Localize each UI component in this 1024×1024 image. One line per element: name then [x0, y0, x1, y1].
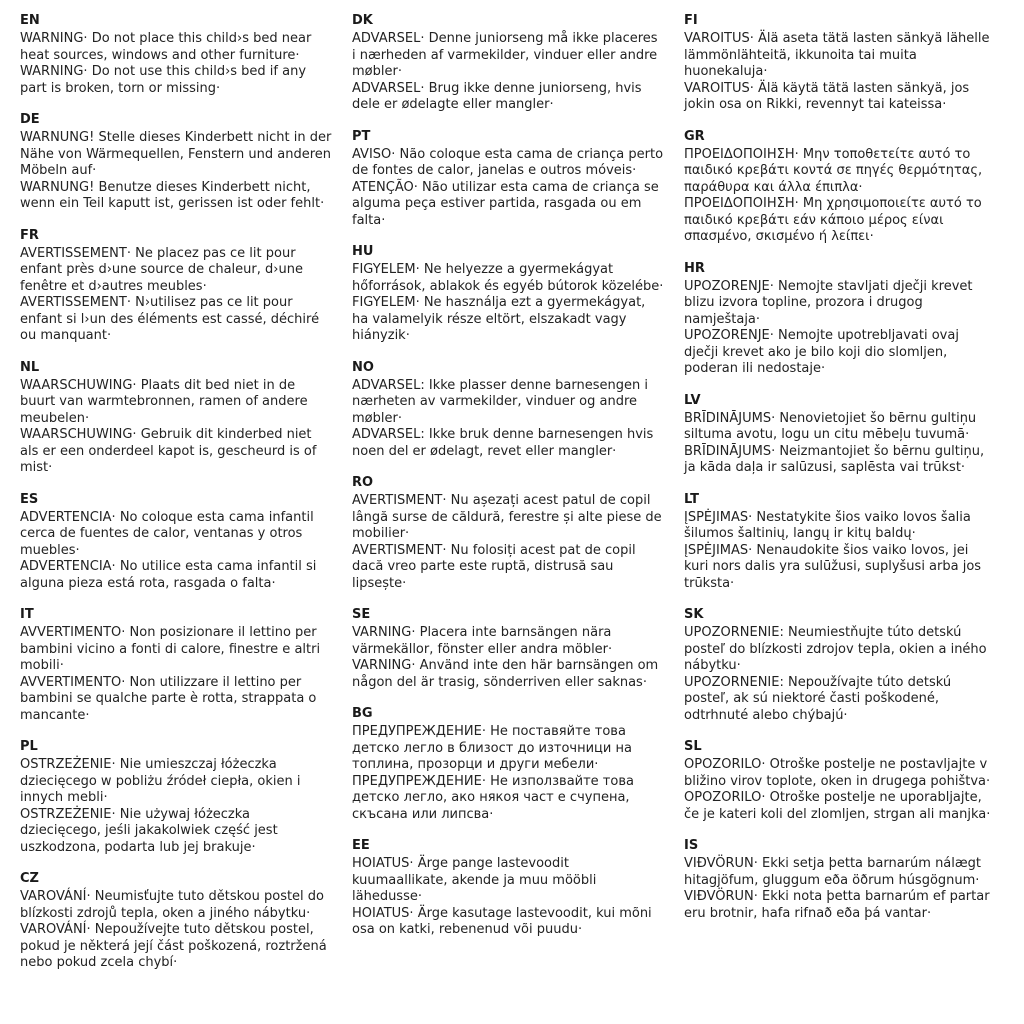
column-middle — [352, 12, 664, 1016]
lang-section-sk — [684, 606, 996, 724]
warning-paragraph: WAARSCHUWING· Plaats dit bed niet in de buurt van warmtebronnen, ramen of andere meubelen· — [20, 377, 308, 426]
warning-paragraph: VAROVÁNÍ· Neumisťujte tuto dětskou postel do blízkosti zdrojů tepla, oken a jiného nábytku· — [20, 889, 325, 921]
warning-paragraph: OSTRZEŻENIE· Nie używaj łóżeczka dziecięcego, jeśli jakakolwiek część jest uszkodzona, podarta lub jej brakuje· — [20, 806, 278, 855]
warning-paragraph: VIÐVÖRUN· Ekki nota þetta barnarúm ef partar eru brotnir, hafa rifnað eða þá vantar· — [684, 889, 990, 921]
lang-code: GR — [684, 128, 705, 144]
lang-code: EN — [20, 13, 40, 28]
warning-paragraph: AVERTISMENT· Nu așezați acest patul de copil lângă surse de căldură, ferestre și alte piese de mobilier· — [352, 493, 662, 541]
lang-section-is — [684, 837, 996, 922]
warning-paragraph: ΠΡΟΕΙΔΟΠΟΙΗΣΗ· Μη χρησιμοποιείτε αυτό το παιδικό κρεβάτι εάν κάποιο μέρος είναι σπασμένο, σκισμένο ή λείπει· — [684, 196, 982, 244]
warning-paragraph: FIGYELEM· Ne használja ezt a gyermekágyat, ha valamelyik része eltört, elszakadt vagy hiányzik· — [352, 295, 646, 343]
warning-paragraph: ĮSPĖJIMAS· Nenaudokite šios vaiko lovos, jei kuri nors dalis yra sulūžusi, suplyšusi arba jos trūksta· — [684, 542, 982, 591]
warning-paragraph: ПРЕДУПРЕЖДЕНИЕ· Не поставяйте това детско легло в близост до източници на топлина, прозорци и други мебели· — [352, 724, 632, 772]
lang-section-it — [20, 606, 332, 724]
warning-paragraph: AVVERTIMENTO· Non utilizzare il lettino per bambini se qualche parte è rotta, strappata o mancante· — [20, 674, 317, 723]
warning-paragraph: OPOZORILO· Otroške postelje ne uporabljajte, če je kateri koli del zlomljen, strgan ali manjka· — [684, 790, 991, 822]
column-left — [20, 12, 332, 1016]
warning-paragraph: WARNUNG! Benutze dieses Kinderbett nicht, wenn ein Teil kaputt ist, gerissen ist oder fehlt· — [20, 179, 325, 211]
warning-paragraph: ΠΡΟΕΙΔΟΠΟΙΗΣΗ· Μην τοποθετείτε αυτό το παιδικό κρεβάτι κοντά σε πηγές θερμότητας, παράθυρα και άλλα έπιπλα· — [684, 146, 983, 195]
warning-paragraph: UPOZORNENIE: Neumiestňujte túto detskú posteľ do blízkosti zdrojov tepla, okien a iného nábytku· — [684, 625, 987, 673]
lang-section-bg — [352, 705, 664, 823]
lang-section-ro — [352, 474, 664, 592]
lang-code: LV — [684, 392, 701, 408]
warning-paragraph: ĮSPĖJIMAS· Nestatykite šios vaiko lovos šalia šilumos šaltinių, langų ir kitų baldų· — [684, 509, 971, 541]
lang-section-gr — [684, 128, 996, 246]
warning-paragraph: FIGYELEM· Ne helyezze a gyermekágyat hőforrások, ablakok és egyéb bútorok közelébe· — [352, 262, 664, 294]
lang-code: IT — [20, 607, 34, 622]
lang-code: NO — [352, 359, 374, 375]
warning-paragraph: ADVERTENCIA· No coloque esta cama infantil cerca de fuentes de calor, ventanas y otros muebles· — [20, 509, 314, 558]
lang-section-sl — [684, 738, 996, 823]
lang-section-cz — [20, 870, 332, 972]
warning-paragraph: OSTRZEŻENIE· Nie umieszczaj łóżeczka dziecięcego w pobliżu źródeł ciepła, okien i innych mebli· — [20, 757, 301, 805]
warning-paragraph: WARNUNG! Stelle dieses Kinderbett nicht in der Nähe von Wärmequellen, Fenstern und anderen Möbeln auf· — [20, 130, 332, 178]
lang-code: PL — [20, 739, 38, 754]
warning-paragraph: UPOZORENJE· Nemojte upotrebljavati ovaj dječji krevet ako je bilo koji dio slomljen, poderan ili nedostaje· — [684, 328, 959, 376]
lang-section-no — [352, 359, 664, 461]
lang-section-ee — [352, 837, 664, 939]
warning-paragraph: UPOZORNENIE: Nepoužívajte túto detskú posteľ, ak sú niektoré časti poškodené, odtrhnuté alebo chýbajú· — [684, 674, 952, 723]
warning-paragraph: VARNING· Placera inte barnsängen nära värmekällor, fönster eller andra möbler· — [352, 625, 613, 657]
lang-section-fi — [684, 12, 996, 114]
warning-paragraph: ATENÇÃO· Não utilizar esta cama de criança se alguma peça estiver partida, rasgada ou em falta· — [352, 179, 659, 228]
warning-paragraph: BRĪDINĀJUMS· Neizmantojiet šo bērnu gultiņu, ja kāda daļa ir salūzusi, saplēsta vai trūkst· — [684, 443, 985, 475]
lang-section-en — [20, 12, 332, 97]
lang-code: SE — [352, 607, 371, 622]
lang-code: ES — [20, 491, 39, 507]
lang-code: BG — [352, 706, 373, 721]
lang-code: RO — [352, 475, 374, 490]
warning-paragraph: WARNING· Do not place this child›s bed near heat sources, windows and other furniture· — [20, 31, 312, 63]
warning-paragraph: AVERTISSEMENT· N›utilisez pas ce lit pour enfant si l›un des éléments est cassé, déchiré ou manquant· — [20, 295, 320, 343]
warning-paragraph: VARNING· Använd inte den här barnsängen om någon del är trasig, sönderriven eller saknas· — [352, 658, 659, 690]
warning-paragraph: HOIATUS· Ärge pange lastevoodit kuumaallikate, akende ja muu mööbli lähedusse· — [352, 856, 597, 904]
lang-code: CZ — [20, 871, 39, 886]
warning-paragraph: BRĪDINĀJUMS· Nenovietojiet šo bērnu gultiņu siltuma avotu, logu un citu mēbeļu tuvumā· — [684, 410, 977, 442]
lang-section-pt — [352, 128, 664, 230]
lang-code: EE — [352, 838, 370, 853]
warning-paragraph: ADVARSEL· Brug ikke denne juniorseng, hvis dele er ødelagte eller mangler· — [352, 80, 642, 112]
warning-paragraph: ПРЕДУПРЕЖДЕНИЕ· Не използвайте това детско легло, ако някоя част е счупена, скъсана или липсва· — [352, 773, 634, 822]
lang-code: SK — [684, 607, 704, 622]
column-right — [684, 12, 996, 1016]
warning-paragraph: VAROITUS· Älä aseta tätä lasten sänkyä lähelle lämmönlähteitä, ikkunoita tai muita huonekaluja· — [684, 31, 990, 79]
warning-paragraph: UPOZORENJE· Nemojte stavljati dječji krevet blizu izvora topline, prozora i drugog namještaja· — [684, 278, 973, 327]
warning-paragraph: AVVERTIMENTO· Non posizionare il lettino per bambini vicino a fonti di calore, finestre e altri mobili· — [20, 625, 321, 673]
lang-section-lv — [684, 392, 996, 477]
warning-paragraph: AVISO· Não coloque esta cama de criança perto de fontes de calor, janelas e outros móveis· — [352, 146, 664, 178]
lang-code: LT — [684, 491, 699, 507]
lang-code: HR — [684, 260, 705, 276]
lang-code: FR — [20, 227, 39, 243]
lang-code: PT — [352, 128, 371, 144]
lang-code: DK — [352, 13, 373, 28]
warning-paragraph: AVERTISMENT· Nu folosiți acest pat de copil dacă vreo parte este ruptă, distrusă sau lipsește· — [352, 542, 636, 591]
warning-paragraph: VIÐVÖRUN· Ekki setja þetta barnarúm nálægt hitagjöfum, gluggum eða öðrum húsgögnum· — [684, 856, 981, 888]
lang-section-es — [20, 491, 332, 593]
lang-section-lt — [684, 491, 996, 593]
lang-section-pl — [20, 738, 332, 856]
lang-section-hu — [352, 243, 664, 345]
lang-code: SL — [684, 739, 702, 754]
lang-section-se — [352, 606, 664, 691]
warning-paragraph: WARNING· Do not use this child›s bed if any part is broken, torn or missing· — [20, 64, 307, 96]
warning-paragraph: ADVARSEL: Ikke plasser denne barnesengen i nærheten av varmekilder, vinduer og andre møbler· — [352, 377, 648, 426]
warning-paragraph: VAROITUS· Älä käytä tätä lasten sänkyä, jos jokin osa on Rikki, revennyt tai kateissa· — [684, 80, 970, 112]
warning-paragraph: OPOZORILO· Otroške postelje ne postavljajte v bližino virov toplote, oken in drugega pohištva· — [684, 757, 991, 789]
lang-code: DE — [20, 112, 40, 127]
lang-code: IS — [684, 838, 699, 853]
lang-code: HU — [352, 244, 374, 259]
lang-code: NL — [20, 359, 40, 375]
lang-section-de — [20, 111, 332, 213]
warning-paragraph: ADVARSEL: Ikke bruk denne barnesengen hvis noen del er ødelagt, revet eller mangler· — [352, 427, 654, 459]
warning-paragraph: AVERTISSEMENT· Ne placez pas ce lit pour enfant près d›une source de chaleur, d›une fenêtre et d›autres meubles· — [20, 245, 303, 294]
lang-section-fr — [20, 227, 332, 345]
warning-paragraph: ADVERTENCIA· No utilice esta cama infantil si alguna pieza está rota, rasgada o falta· — [20, 559, 317, 591]
lang-section-nl — [20, 359, 332, 477]
lang-section-dk — [352, 12, 664, 114]
lang-code: FI — [684, 13, 698, 28]
lang-section-hr — [684, 260, 996, 378]
warning-paragraph: ADVARSEL· Denne juniorseng må ikke placeres i nærheden af varmekilder, vinduer eller andre møbler· — [352, 31, 658, 79]
warning-paragraph: WAARSCHUWING· Gebruik dit kinderbed niet als er een onderdeel kapot is, gescheurd is of mist· — [20, 427, 317, 475]
warning-paragraph: VAROVÁNÍ· Nepoužívejte tuto dětskou postel, pokud je některá její část poškozená, roztržená nebo pokud zcela chybí· — [20, 922, 327, 970]
warning-paragraph: HOIATUS· Ärge kasutage lastevoodit, kui mõni osa on katki, rebenenud või puudu· — [352, 905, 652, 937]
